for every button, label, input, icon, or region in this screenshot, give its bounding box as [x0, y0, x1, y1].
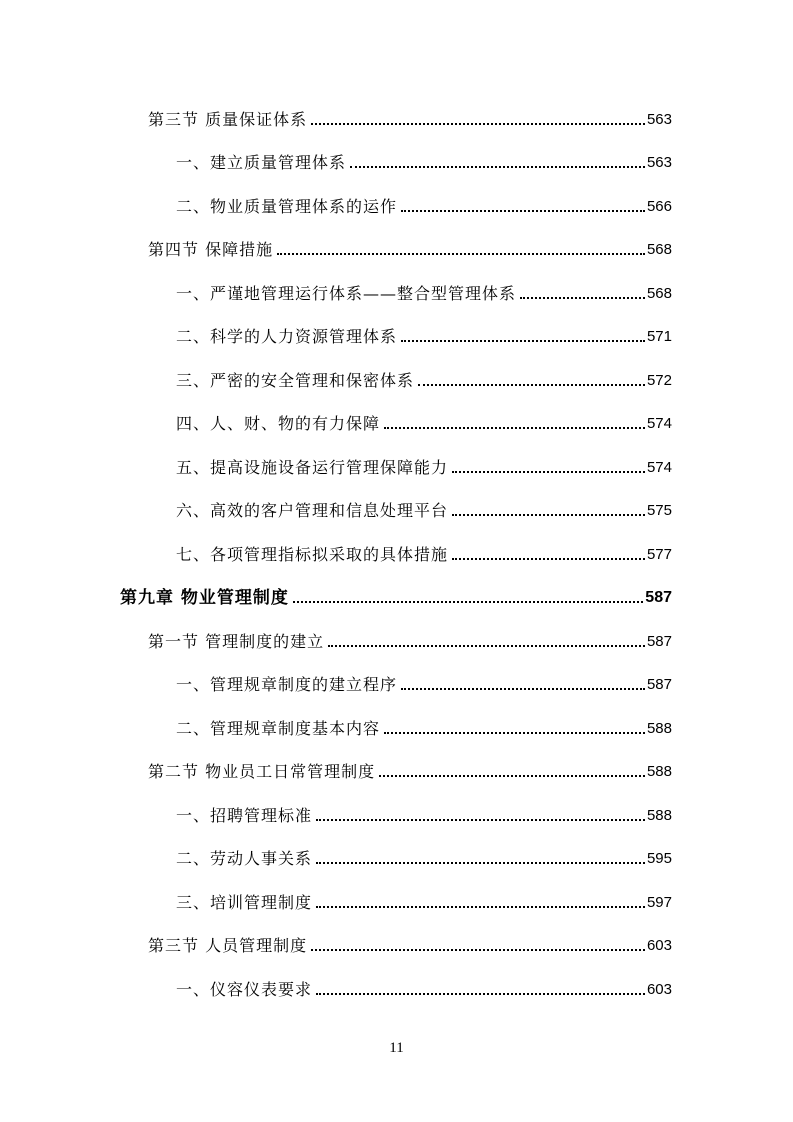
toc-entry[interactable] — [176, 143, 672, 173]
toc-entry-title: 二、科学的人力资源管理体系 — [176, 327, 398, 346]
toc-entry[interactable] — [176, 448, 672, 478]
toc-entry-title: 三、严密的安全管理和保密体系 — [176, 371, 415, 390]
dot-leader — [418, 383, 645, 386]
toc-entry-page: 587 — [645, 589, 672, 606]
toc-entry-title: 第九章 物业管理制度 — [120, 588, 289, 608]
dot-leader — [401, 687, 645, 690]
toc-entry-title: 一、管理规章制度的建立程序 — [176, 675, 398, 694]
toc-entry-page: 568 — [646, 241, 672, 258]
toc-entry-title: 一、招聘管理标准 — [176, 806, 313, 825]
toc-entry-title: 六、高效的客户管理和信息处理平台 — [176, 501, 449, 520]
dot-leader — [452, 557, 645, 560]
dot-leader — [379, 774, 645, 777]
toc-entry-title: 一、仪容仪表要求 — [176, 980, 313, 999]
toc-entry-title: 二、管理规章制度基本内容 — [176, 719, 381, 738]
toc-entry-title: 第一节 管理制度的建立 — [148, 632, 325, 651]
dot-leader — [520, 296, 645, 299]
toc-chapter-entry[interactable] — [120, 578, 672, 608]
dot-leader — [316, 905, 645, 908]
toc-entry-title: 一、建立质量管理体系 — [176, 153, 347, 172]
page-number: 11 — [389, 1040, 404, 1056]
toc-entry[interactable] — [176, 839, 672, 869]
toc-entry-title: 四、人、财、物的有力保障 — [176, 414, 381, 433]
toc-entry-page: 572 — [646, 372, 672, 389]
dot-leader — [316, 861, 645, 864]
toc-entry[interactable] — [176, 317, 672, 347]
dot-leader — [293, 600, 643, 603]
toc-entry-page: 588 — [646, 763, 672, 780]
dot-leader — [311, 122, 645, 125]
toc-entry-page: 588 — [646, 807, 672, 824]
dot-leader — [452, 470, 645, 473]
dot-leader — [277, 252, 645, 255]
toc-entry[interactable] — [176, 187, 672, 217]
toc-entry-title: 三、培训管理制度 — [176, 893, 313, 912]
toc-entry[interactable] — [176, 361, 672, 391]
toc-entry[interactable] — [176, 665, 672, 695]
toc-entry[interactable] — [176, 274, 672, 304]
toc-entry[interactable] — [148, 100, 672, 130]
toc-entry[interactable] — [148, 752, 672, 782]
toc-entry-page: 575 — [646, 502, 672, 519]
toc-entry[interactable] — [176, 535, 672, 565]
toc-entry-page: 568 — [646, 285, 672, 302]
toc-entry-title: 七、各项管理指标拟采取的具体措施 — [176, 545, 449, 564]
toc-entry-title: 二、劳动人事关系 — [176, 849, 313, 868]
toc-entry[interactable] — [176, 883, 672, 913]
dot-leader — [316, 992, 645, 995]
toc-entry-page: 603 — [646, 937, 672, 954]
toc-entry-title: 第四节 保障措施 — [148, 240, 274, 259]
dot-leader — [401, 209, 645, 212]
toc-entry-page: 603 — [646, 981, 672, 998]
toc-entry-title: 第二节 物业员工日常管理制度 — [148, 762, 376, 781]
toc-entry[interactable] — [148, 622, 672, 652]
toc-entry-page: 563 — [646, 111, 672, 128]
dot-leader — [328, 644, 645, 647]
toc-entry[interactable] — [176, 709, 672, 739]
toc-entry-page: 574 — [646, 415, 672, 432]
toc-entry[interactable] — [176, 491, 672, 521]
dot-leader — [401, 339, 645, 342]
toc-entry-page: 574 — [646, 459, 672, 476]
toc-entry-page: 577 — [646, 546, 672, 563]
toc-entry-title: 第三节 质量保证体系 — [148, 110, 308, 129]
toc-entry-page: 595 — [646, 850, 672, 867]
toc-entry-title: 第三节 人员管理制度 — [148, 936, 308, 955]
toc-entry-title: 二、物业质量管理体系的运作 — [176, 197, 398, 216]
toc-entry-page: 571 — [646, 328, 672, 345]
dot-leader — [384, 426, 645, 429]
toc-entry-page: 587 — [646, 676, 672, 693]
toc-entry-page: 597 — [646, 894, 672, 911]
dot-leader — [350, 165, 645, 168]
toc-entry-title: 五、提高设施设备运行管理保障能力 — [176, 458, 449, 477]
toc-entry[interactable] — [176, 796, 672, 826]
dot-leader — [452, 513, 645, 516]
dot-leader — [311, 948, 645, 951]
toc-entry-title: 一、严谨地管理运行体系——整合型管理体系 — [176, 284, 517, 303]
toc-entry-page: 563 — [646, 154, 672, 171]
toc-entry[interactable] — [176, 404, 672, 434]
toc-entry[interactable] — [176, 970, 672, 1000]
toc-entry[interactable] — [148, 926, 672, 956]
toc-entry-page: 566 — [646, 198, 672, 215]
toc-entry-page: 587 — [646, 633, 672, 650]
toc-entry[interactable] — [148, 230, 672, 260]
dot-leader — [384, 731, 645, 734]
toc-entry-page: 588 — [646, 720, 672, 737]
dot-leader — [316, 818, 645, 821]
